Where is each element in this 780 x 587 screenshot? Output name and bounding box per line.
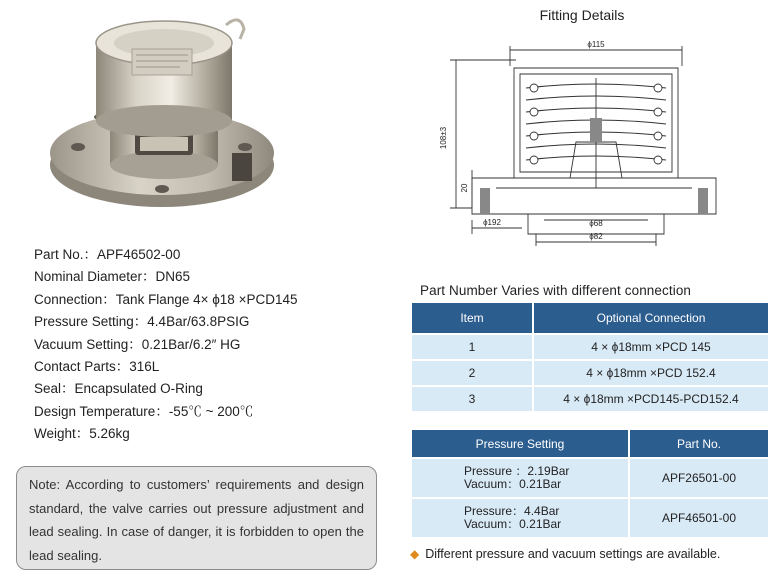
spec-contact-parts: Contact Parts：316L (34, 359, 160, 375)
dim-height: 108±3 (439, 126, 448, 150)
vacuum-value: Vacuum：0.21Bar (464, 477, 562, 491)
pressure-value: Pressure：4.4Bar (464, 504, 560, 518)
pressure-cell (412, 499, 628, 537)
spec-connection: Connection：Tank Flange 4× ϕ18 ×PCD145 (34, 291, 298, 307)
dim-bottom: ϕ82 (589, 232, 603, 241)
header-optional-connection: Optional Connection (534, 303, 768, 333)
spec-design-temperature: Design Temperature：-55℃ ~ 200℃ (34, 403, 254, 419)
table-row (412, 335, 768, 359)
connection-cell: 4 × ϕ18mm ×PCD145-PCD152.4 (534, 387, 768, 411)
spec-weight: Weight：5.26kg (34, 426, 130, 442)
connection-cell: 4 × ϕ18mm ×PCD 145 (534, 335, 768, 359)
spec-part-no: Part No.：APF46502-00 (34, 247, 181, 262)
drawing-title: Fitting Details (539, 7, 625, 23)
table-row (412, 361, 768, 385)
table-row (412, 387, 768, 411)
valve-product-photo (40, 5, 290, 220)
item-cell: 3 (412, 387, 532, 411)
item-cell: 2 (412, 361, 532, 385)
note-box: Note: According to customers’ requirements and design standard, the valve carries out pressure adjustment and lead sealing. In case of danger, it is forbidden to open the lead sealing. (16, 466, 377, 570)
spec-vacuum-setting: Vacuum Setting：0.21Bar/6.2″ HG (34, 336, 241, 352)
fitting-drawing (432, 38, 756, 248)
part-no-cell: APF46501-00 (630, 499, 768, 537)
part-no-cell: APF26501-00 (630, 459, 768, 497)
dim-outer: ϕ192 (483, 218, 501, 227)
header-part-no: Part No. (630, 430, 768, 457)
item-cell: 1 (412, 335, 532, 359)
spec-seal: Seal：Encapsulated O-Ring (34, 381, 203, 397)
pressure-cell (412, 459, 628, 497)
dim-inner: ϕ68 (589, 219, 603, 228)
spec-nominal-diameter: Nominal Diameter：DN65 (34, 269, 191, 285)
header-item: Item (412, 303, 532, 333)
pressure-value: Pressure ：2.19Bar (464, 464, 570, 478)
dim-flange: 20 (460, 183, 469, 193)
connection-table-title: Part Number Varies with different connection (420, 283, 692, 298)
spec-list (34, 244, 394, 446)
header-pressure-setting: Pressure Setting (412, 430, 628, 457)
connection-cell: 4 × ϕ18mm ×PCD 152.4 (534, 361, 768, 385)
table-row (412, 499, 768, 537)
spec-pressure-setting: Pressure Setting：4.4Bar/63.8PSIG (34, 314, 250, 330)
diamond-bullet-icon: ◆ (410, 547, 420, 561)
dim-top: ϕ115 (587, 40, 605, 49)
availability-note (410, 547, 720, 561)
pressure-table (410, 428, 770, 539)
table-row (412, 459, 768, 497)
vacuum-value: Vacuum：0.21Bar (464, 517, 562, 531)
connection-table (410, 301, 770, 413)
availability-text: Different pressure and vacuum settings are available. (425, 547, 721, 561)
